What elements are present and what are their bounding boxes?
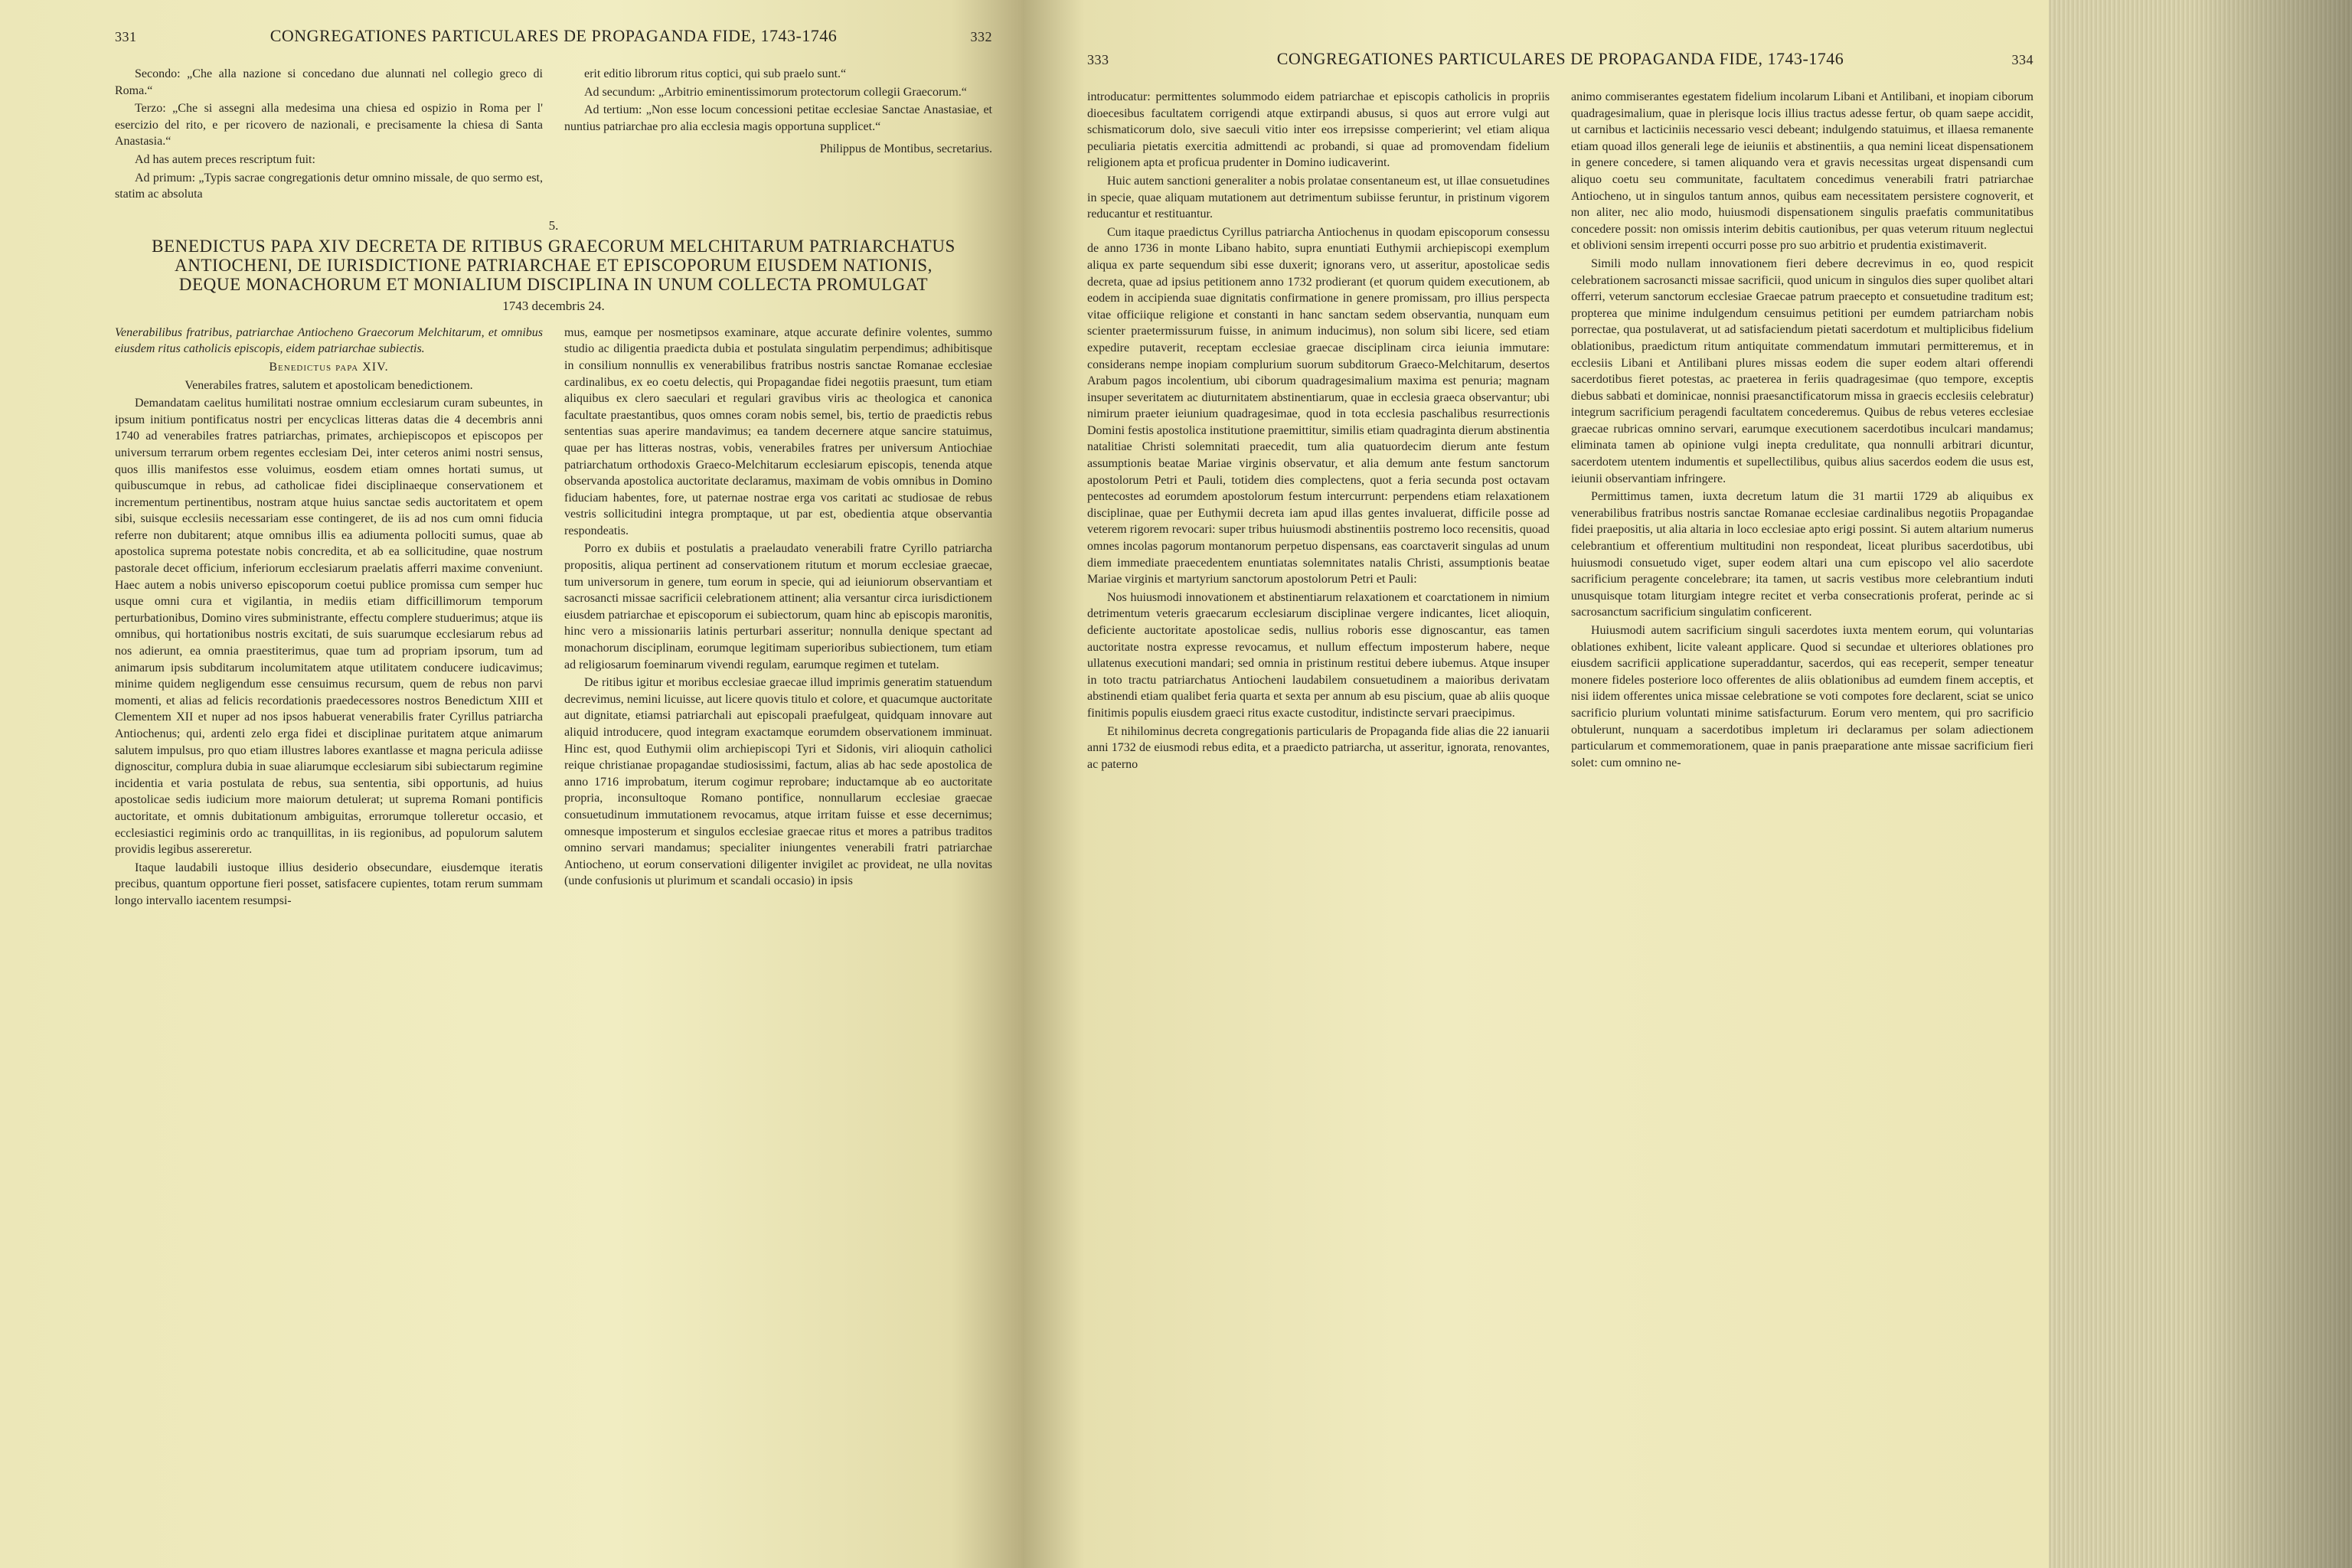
top-columns-left [115, 66, 992, 204]
paragraph: Simili modo nullam innovationem fieri debere decrevimus in eo, quod respicit celebrationem sacrosancti missae sacrificii, quod unicum in singulos dies super quolibet altari offerri, veterum sanctorum ecclesiae Graecae patrum praecepto et consuetudine traditum est; propterea que minime indulgendum censuimus petitioni per eumdem patriarcham nobis porrectae, qua postulaverat, ut ad satisfaciendum pietati sacerdotum et multiplicibus fidelium oblationibus, praedictum ritum antiquitate commendatum immutari permitteremus, et in ecclesiis Libani et Antilibani plures missas eodem die super eodem altari offerendi sacerdotibus fieret potestas, ac praeterea in feriis quadragesimae (quo tempore, exceptis diebus sabbati et dominicae, nonnisi praesanctificatorum missa in graecis ecclesiis celebratur) integrum sacrificium peragendi facultatem concederemus. Quibus de rebus veteres ecclesiae graecae rubricas omnino servari, earumque executionem sacerdotibus inculcari mandamus; eliminata tamen ab opinione vulgi inepta credulitate, qua nonnulli arbitrari dicuntur, sacerdotem utentem indumentis et supellectilibus, quibus alius sacerdos eodem die usus est, ieiunii observantiam infringere. [1571, 256, 2034, 485]
paragraph: De ritibus igitur et moribus ecclesiae graecae illud imprimis generatim statuendum decrevimus, nemini licuisse, aut licere quovis titulo et colore, et quacumque auctoritate aut dignitate, etiamsi patriarchali aut episcopali praefulgeat, quidquam innovare aut aliquid introducere, quod integram exactamque eorumdem observationem imminuat. Hinc est, quod Euthymii olim archiepiscopi Tyri et Sidonis, viri alioquin catholici reique christianae propagandae studiosissimi, factum, alias ab hac sede apostolica de anno 1716 improbatum, iterum cogimur reprobare; inductamque ab eo auctoritate propria, inconsultoque Romano pontifice, nonnullarum ecclesiae graecae consuetudinum immutationem revocamus, atque irritam fuisse et esse decernimus; omnesque imposterum et singulos ecclesiae graecae ritus et mores a patribus traditos omnino servari mandamus; specialiter iniungentes venerabili fratri patriarchae Antiocheno, ut eorum conservationi diligenter invigilet ac provideat, ne ulla novitas (unde confusionis ut plurimum et scandali occasio) in ipsis [564, 676, 992, 888]
page-number-332: 332 [970, 29, 992, 44]
decree-date: 1743 decembris 24. [502, 298, 605, 313]
right-page [1023, 0, 2049, 1568]
paragraph: Nos huiusmodi innovationem et abstinentiarum relaxationem et coarctationem in nimium detrimentum veteris graecarum ecclesiarum disciplinae vergere indicantes, licet alioquin, deficiente auctoritate apostolicae sedis, nullius roboris esse dignoscantur, eas tamen auctoritate nostra expresse revocamus, et nullum effectum imposterum habere, neque ullatenus executioni mandari; sed omnia in pristinum restitui debere iubemus. Atque insuper in toto tractu patriarchatus Antiocheni laudabilem consuetudinem a maioribus derivatam abstinendi etiam qualibet feria quarta et sexta per annum ab esu piscium, quae ab aliis quoque finitimis populis eiusdem graeci ritus exacte custoditur, indistincte servari praecipimus. [1087, 590, 1550, 720]
running-title: CONGREGATIONES PARTICULARES DE PROPAGANDA FIDE, 1743-1746 [270, 26, 838, 45]
body-column-1 [115, 325, 543, 911]
running-head-left [115, 26, 992, 46]
paragraph: animo commiserantes egestatem fidelium incolarum Libani et Antilibani, et inopiam ciborum quadragesimalium, quae in plerisque locis illius tractus adesse fertur, ob quam saepe accidit, ut carnibus et lacticiniis necessario vesci debeant; indulgendo statuimus, et illaesa remanente etiam quoad illos generali lege de ieiuniis et abstinentiis, a qua nemini liceat dispensationem in genere concedere, si tamen aliquando vera et gravis necessitas urgeat dispensandi cum aliquo coetu seu communitate, facultatem concedimus venerabili fratri patriarchae Antiocheno, ut in singulos tantum annos, quibus eam necessitatem persistere cognoverit, et non aliter, nec alio modo, huiusmodi dispensationem singulis praefatis communitatibus concedere possit: non omissis interim debitis cautionibus, per quas veterum rituum neglectui et oblivioni sensim irrepenti occurri posse pro suo arbitrio et prudentia existimaverit. [1571, 90, 2034, 253]
body-column-4 [1571, 89, 2034, 774]
section-number: 5. [548, 217, 559, 233]
paragraph: erit editio librorum ritus coptici, qui sub praelo sunt.“ [584, 67, 847, 80]
paragraph: Cum itaque praedictus Cyrillus patriarcha Antiochenus in quodam episcoporum consessu de anno 1736 in monte Libano habito, supra enuntiati Euthymii archiepiscopi exemplum aliqua ex parte sequendum sibi esse duxerit; ignorans vero, ut asseritur, apostolicae sedis decreta, quae ad ipsius petitionem anno 1732 prodierant (et quorum quidem executionem, ab eodem in accipienda suae dignitatis confirmatione in genere promissam, pro illius perspecta vitae officiique religione et constanti in hanc sanctam sedem observantia, nunquam eum scienter praetermissurum fuisse, in animum inducimus), non solum sibi licere, sed etiam expedire putaverit, receptam ecclesiae graecae disciplinam circa ieiunia immutare: considerans nempe inopiam complurium suorum subditorum Graeco-Melchitarum, desertos Arabum pagos incolentium, ubi ciborum quadragesimalium maxima est penuria; magnam insuper severitatem ac diuturnitatem abstinentiarum, quae in ecclesia graeca observantur; ubi nimirum praeter ieiunium quadragesimae, quod in tota ecclesia paschalibus resurrectionis Domini festis apostolica institutione praemittitur, similis etiam quadraginta dierum abstinentia natalitiae Christi solemnitati praecedit, tum alia quatuordecim dierum ante festum assumptionis beatae Mariae virginis observatur, et alia demum ante festum sanctorum apostolorum Petri et Pauli, totidem dies complectens, quot a feria secunda post octavam pentecostes ad eorumdem apostolorum festum intercurrunt: perpendens etiam relaxationem disciplinae, quae per Euthymii decreta iam apud illas gentes invaluerat, difficile posse ad veterem rigorem revocari: super tribus huiusmodi abstinentiis postremo loco recensitis, quoad omnes incolas pagorum montanorum perpetuo dispensans, eas coarctaverit singulas ad unum diem immediate praecedentem enuntiatas solemnitates natalis Christi, assumptionis beatae Mariae virginis et martyrium sanctorum apostolorum Petri et Pauli: [1087, 225, 1550, 586]
page-number-331: 331 [115, 29, 137, 44]
page-number-334: 334 [2011, 52, 2034, 67]
address: Venerabilibus fratribus, patriarchae Antiocheno Graecorum Melchitarum, et omnibus eiusdem ritus catholicis episcopis, eidem patriarchae subiectis. [115, 325, 543, 356]
body-columns-right [1087, 89, 2034, 774]
paragraph: Et nihilominus decreta congregationis particularis de Propaganda fide alias die 22 ianuarii anni 1732 de eiusmodi rebus edita, et a praedicto patriarcha, ut asseritur, ignorata, renovantes, ac paterno [1087, 724, 1550, 771]
body-column-2 [564, 325, 992, 911]
paragraph: mus, eamque per nosmetipsos examinare, atque accurate definire volentes, summo studio ac diligentia praedicta dubia et postulata singulatim perpendimus; adhibitisque in consilium nonnullis ex venerabilibus fratribus nostris sanctae Romanae ecclesiae cardinalibus, ex eo coetu delectis, qui Propagandae fidei negotiis praesunt, tum etiam aliquibus ex clero saeculari et regulari gravibus viris ac theologica et canonica facultate praestantibus, quos omnes coram nobis semel, bis, tertio de praedictis rebus sententias suas aperire mandavimus; ea tandem decernere atque sancire statuimus, quae per has litteras nostras, vobis, venerabiles fratres per universum Antiochiae patriarchatum orthodoxis Graeco-Melchitarum ecclesiarum episcopis, tenenda atque observanda apostolica auctoritate declaramus, maximam de vobis omnibus in Domino fiduciam habentes, fore, ut paternae nostrae erga vos caritati ac studiosae de rebus vestris sollicitudini integra promptaque, ut par est, obedientia atque observantia respondeatis. [564, 325, 992, 537]
top-column-1 [115, 66, 543, 204]
decree-title: BENEDICTUS PAPA XIV DECRETA DE RITIBUS GRAECORUM MELCHITARUM PATRIARCHATUS ANTIOCHENI, DE IURISDICTIONE PATRIARCHAE ET EPISCOPORUM EIUSDEM NATIONIS, DEQUE MONACHORUM ET MONIALIUM DISCIPLINA IN UNUM COLLECTA PROMULGAT [152, 236, 956, 294]
paragraph: Huiusmodi autem sacrificium singuli sacerdotes iuxta mentem eorum, qui voluntarias oblationes exhibent, licite valeant applicare. Quod si secundae et ulteriores oblationes pro eiusdem sacrificii applicatione superaddantur, sacerdos, qui eas receperit, semper teneatur monere fideles posteriore loco offerentes de aliis oblationibus ad eumdem finem acceptis, et nisi iidem offerentes unica missae celebratione se voti compotes fore declarent, sciat se unico sacrificio plurium voluntati minime satisfacturum. Eorum vero mentem, qui pro sacrificio obtulerunt, nunquam a sacerdotibus impletum iri declaramus per solam adiectionem particularum et commemorationem, quae in panis praeparatione ante missae sacrificium fieri solet: cum omnino ne- [1571, 624, 2034, 769]
secretary-signature: Philippus de Montibus, secretarius. [819, 142, 992, 156]
body-columns-left [115, 325, 992, 911]
page-number-333: 333 [1087, 52, 1109, 67]
salutation: Venerabiles fratres, salutem et apostolicam benedictionem. [185, 378, 473, 392]
paragraph: Secondo: „Che alla nazione si concedano due alunnati nel collegio greco di Roma.“ [115, 67, 543, 97]
paragraph: Porro ex dubiis et postulatis a praelaudato venerabili fratre Cyrillo patriarcha propositis, aliqua pertinent ad conservationem ritutum et morum ecclesiae graecae, tum universorum in genere, tum eorum in specie, qui ad ieiuniorum observantiam et sacrosancti missae sacrificii celebrationem attinent; alia versantur circa iurisdictionem eiusdem patriarchae et episcoporum ei subiectorum, quam hinc ab episcopis maronitis, hinc vero a missionariis latinis perturbari asseritur; nonnulla denique spectant ad monachorum disciplinam, eorumque legitimam superioribus subiectionem, tum etiam ad religiosarum foeminarum vivendi regulam, earumque regimen et tutelam. [564, 542, 992, 671]
paragraph: introducatur: permittentes solummodo eidem patriarchae et episcopis catholicis in propriis dioecesibus facultatem corrigendi atque extirpandi abusus, si quos aut errore vulgi aut schismaticorum dolo, sive saeculi vitio inter eos irrepsisse comperierint; vel etiam aliqua peculiaria pietatis exercitia admittendi ac probandi, si quae ad promovendam fidelium religionem apta et proficua prudenter in Domino iudicaverint. [1087, 90, 1550, 170]
left-page [0, 0, 1023, 1568]
running-title: CONGREGATIONES PARTICULARES DE PROPAGANDA FIDE, 1743-1746 [1276, 49, 1844, 68]
paragraph: Ad secundum: „Arbitrio eminentissimorum protectorum collegii Graecorum.“ [584, 85, 967, 99]
paragraph: Huic autem sanctioni generaliter a nobis prolatae consentaneum est, ut illae consuetudines in specie, quae aliquam mutationem aut detrimentum subiisse feruntur, in pristinum vigorem reducantur et restituantur. [1087, 174, 1550, 221]
top-column-2 [564, 66, 992, 204]
book-page-edges [2049, 0, 2352, 1568]
paragraph: Ad tertium: „Non esse locum concessioni petitae ecclesiae Sanctae Anastasiae, et nuntius patriarchae pro alia ecclesia magis opportuna supplicet.“ [564, 103, 992, 133]
body-column-3 [1087, 89, 1550, 774]
paragraph: Permittimus tamen, iuxta decretum latum die 31 martii 1729 ab aliquibus ex venerabilibus fratribus nostris sanctae Romanae ecclesiae cardinalibus negotiis Propagandae fidei praepositis, ut alia altaria in loco ecclesiae apto erigi possint. Si autem altarium numerus celebrantium et offerentium multitudini non respondeat, liceat pluribus sacerdotibus, ubi huiusmodi consuetudo viget, super eodem altari una cum episcopo vel alio sacerdote sacrificium peragente concelebrare; ita tamen, ut sacris vestibus more celebrantium induti unusquisque totam liturgiam integre recitet et verba consecrationis proferat, perinde ac si sacrosanctum sacrificium singulatim conficerent. [1571, 490, 2034, 619]
paragraph: Ad has autem preces rescriptum fuit: [135, 152, 315, 166]
author: Benedictus papa XIV. [269, 360, 389, 374]
paragraph: Demandatam caelitus humilitati nostrae omnium ecclesiarum curam subeuntes, in ipsum initium pontificatus nostri per encyclicas litteras datas die 4 decembris anni 1740 ad venerabiles fratres patriarchas, primates, archiepiscopos et episcopos per universum terrarum orbem regentes ecclesiam Dei, inter ceteros animi nostri sensus, quos illis manifestos esse voluimus, eosdem etiam omnes hortati sumus, ut quibuscumque in rebus, ad catholicae fidei disciplinaeque conservationem et incrementum pertinentibus, nostram atque huius sanctae sedis auctoritatem et opem sibi, suisque ecclesiis necessariam esse contingeret, de iis ad nos cum omni fiducia referre non dubitarent; atque omnibus illis ea adiumenta pollociti sumus, quae ab apostolica suprema potestate nobis concredita, et ab ea sollicitudine, quae nostrum pastorale decet officium, inferiorum ecclesiarum praelatis afferri maxime conveniunt. Haec autem a nobis universo episcoporum coetui publice promissa cum semper huc usque omni cura et vigilantia, in mediis etiam difficillimorum temporum perturbationibus, Domino vires subministrante, effectu complere studuerimus; atque iis omnibus, qui hortationibus nostris excitati, de suis suarumque ecclesiarum rebus ad nos adierunt, ea omnia praestiterimus, quae tum ad propriam ipsorum, tum ad animarum ipsis subditarum incolumitatem atque utilitatem conducere iudicavimus; minime quidem negligendum esse censuimus recursum, quem de rebus non parvi momenti, et alias ad felicis recordationis praedecessores nostros Benedictum XIII et Clementem XII et nuper ad nos ipsos habuerat venerabilis frater Cyrillus patriarcha Antiochenus; qui, ardenti zelo erga fidei et disciplinae puritatem atque animarum salutem impulsus, pro quo etiam illustres labores exantlasse et magna pericula adiisse dignoscitur, complura dubia in suae aliarumque ecclesiarum sibi subiectarum regimine incidentia et varia postulata de rebus, sua sententia, sibi opportunis, ad huius apostolicae sedis iudicium more maiorum detulerat; ut suprema Romani pontificis auctoritate, et omnis dubitationum ambiguitas, errorumque tolleretur occasio, et ecclesiastici regiminis ordo ac tranquillitas, in iis regionibus, ad populorum salutem providis legibus assereretur. [115, 397, 543, 857]
running-head-right [1087, 49, 2034, 69]
paragraph: Ad primum: „Typis sacrae congregationis detur omnino missale, de quo sermo est, statim ac absoluta [115, 171, 543, 201]
paragraph: Itaque laudabili iustoque illius desiderio obsecundare, eiusdemque iteratis precibus, quantum opportune fieri posset, satisfacere cupientes, totam rerum summam longo intervallo iacentem resumpsi- [115, 861, 543, 907]
paragraph: Terzo: „Che si assegni alla medesima una chiesa ed ospizio in Roma per l' esercizio del rito, e per ricovero de nazionali, e precisamente la chiesa di Santa Anastasia.“ [115, 102, 543, 149]
